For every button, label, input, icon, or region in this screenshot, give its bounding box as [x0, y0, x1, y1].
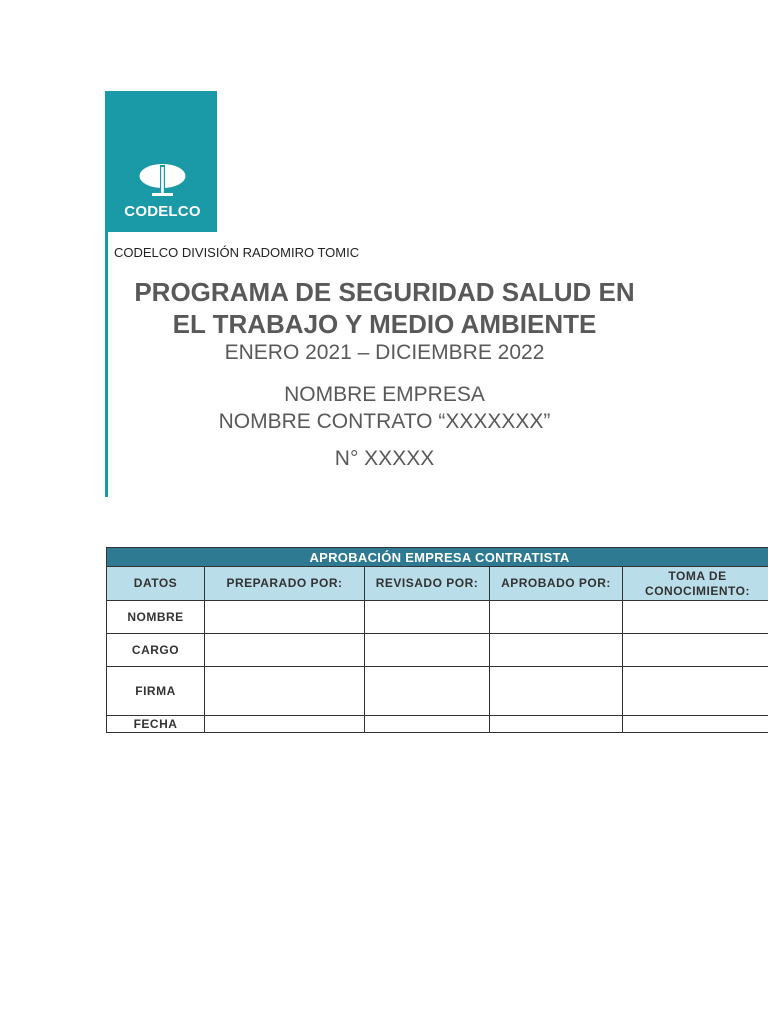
column-header-preparado: PREPARADO POR:: [205, 567, 365, 601]
approval-table: [106, 547, 768, 733]
row-label-nombre: NOMBRE: [107, 601, 205, 634]
column-header-revisado: REVISADO POR:: [365, 567, 490, 601]
contract-number: N° XXXXX: [334, 447, 435, 470]
table-row: [107, 667, 768, 716]
title-line-2: EL TRABAJO Y MEDIO AMBIENTE: [172, 309, 597, 339]
cell-cargo-preparado[interactable]: [205, 634, 365, 667]
cell-firma-revisado[interactable]: [365, 667, 490, 716]
company-name: NOMBRE EMPRESA: [284, 383, 485, 406]
column-header-datos: DATOS: [107, 567, 205, 601]
contract-name: NOMBRE CONTRATO “XXXXXXX”: [218, 410, 551, 433]
column-header-toma-conocimiento: TOMA DE CONOCIMIENTO:: [623, 567, 768, 601]
codelco-emblem-icon: [136, 163, 189, 199]
cell-cargo-aprobado[interactable]: [490, 634, 623, 667]
table-row: [107, 634, 768, 667]
cell-cargo-revisado[interactable]: [365, 634, 490, 667]
row-label-firma: FIRMA: [107, 667, 205, 716]
cell-nombre-revisado[interactable]: [365, 601, 490, 634]
codelco-logo: [108, 91, 217, 232]
cell-fecha-toma[interactable]: [623, 716, 768, 733]
cell-nombre-toma[interactable]: [623, 601, 768, 634]
row-label-cargo: CARGO: [107, 634, 205, 667]
cell-fecha-preparado[interactable]: [205, 716, 365, 733]
approval-table-title: APROBACIÓN EMPRESA CONTRATISTA: [107, 548, 768, 567]
cell-firma-preparado[interactable]: [205, 667, 365, 716]
document-title: [108, 276, 661, 340]
table-row: [107, 601, 768, 634]
cell-nombre-preparado[interactable]: [205, 601, 365, 634]
program-period: ENERO 2021 – DICIEMBRE 2022: [224, 341, 545, 364]
title-line-1: PROGRAMA DE SEGURIDAD SALUD EN: [134, 277, 635, 307]
logo-text: CODELCO: [124, 203, 201, 220]
cell-nombre-aprobado[interactable]: [490, 601, 623, 634]
division-name: CODELCO DIVISIÓN RADOMIRO TOMIC: [114, 245, 360, 260]
cell-cargo-toma[interactable]: [623, 634, 768, 667]
cell-firma-aprobado[interactable]: [490, 667, 623, 716]
cell-fecha-revisado[interactable]: [365, 716, 490, 733]
row-label-fecha: FECHA: [107, 716, 205, 733]
table-row: [107, 716, 768, 733]
cell-firma-toma[interactable]: [623, 667, 768, 716]
column-header-aprobado: APROBADO POR:: [490, 567, 623, 601]
cell-fecha-aprobado[interactable]: [490, 716, 623, 733]
